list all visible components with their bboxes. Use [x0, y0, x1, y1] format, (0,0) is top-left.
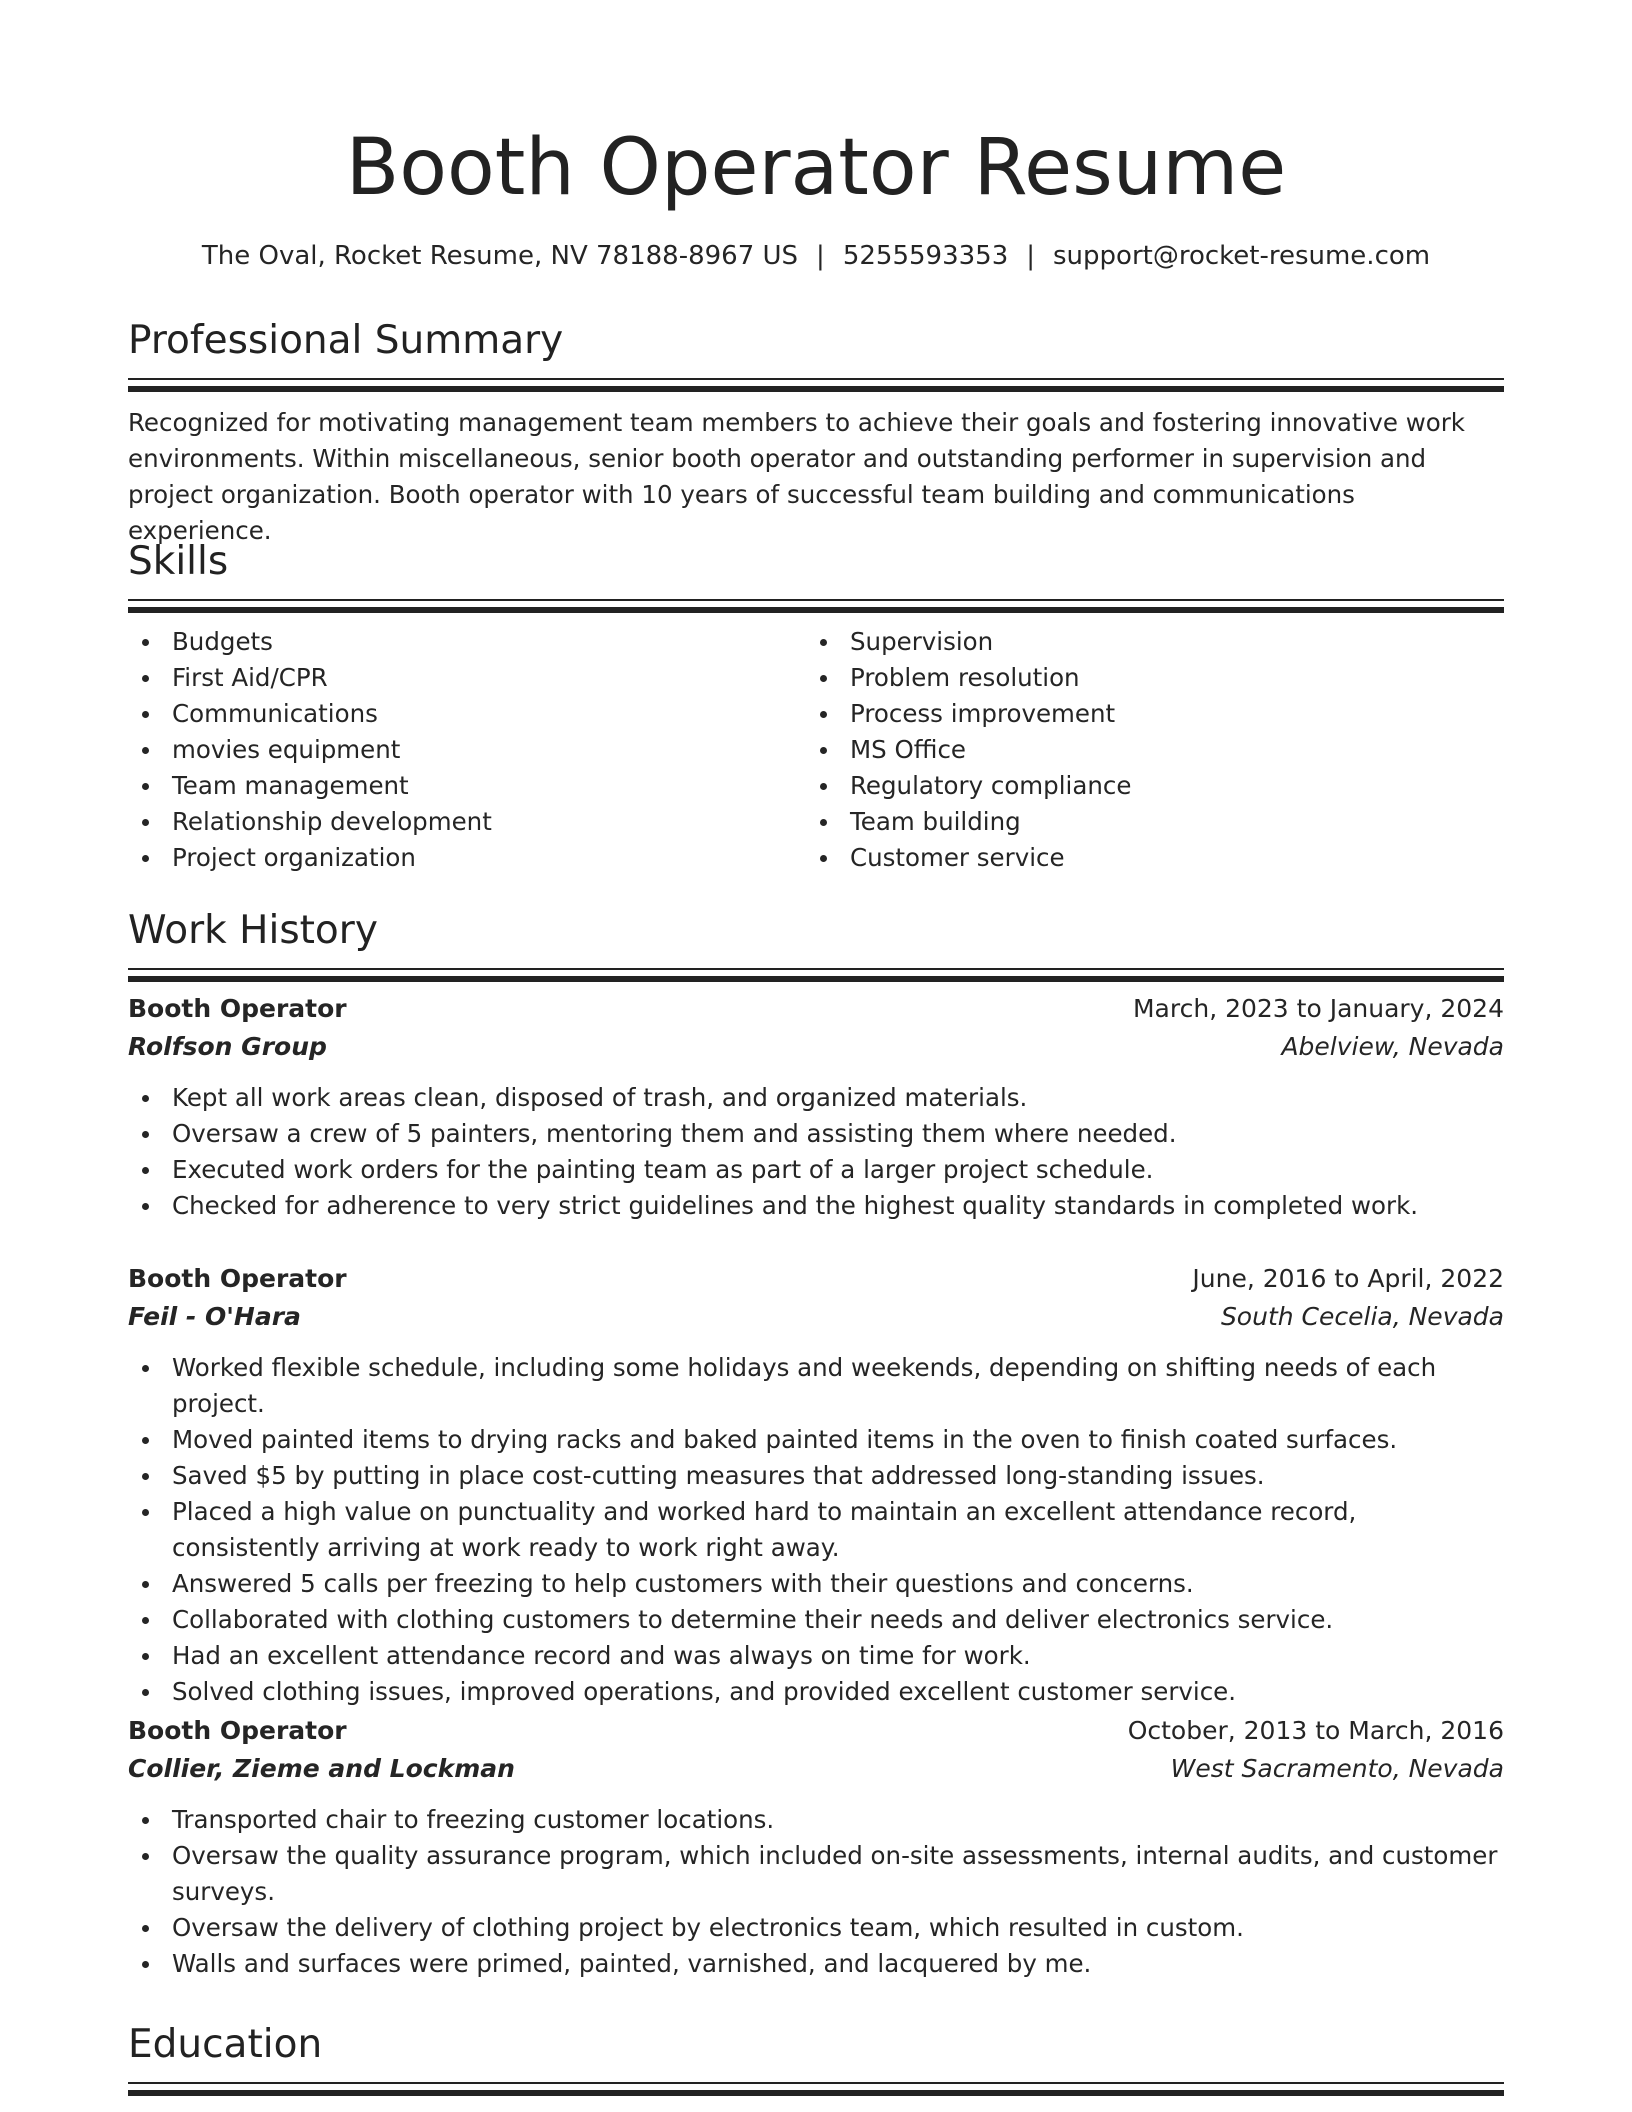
job-location: South Cecelia, Nevada	[1220, 1302, 1504, 1331]
contact-address: The Oval, Rocket Resume, NV 78188-8967 US	[201, 241, 799, 271]
job-company: Rolfson Group	[128, 1032, 327, 1061]
duty-item: Collaborated with clothing customers to determine their needs and deliver electronics service.	[128, 1602, 1504, 1638]
section-divider	[128, 2082, 1504, 2095]
job-header-row	[128, 1260, 1504, 1298]
job-company: Collier, Zieme and Lockman	[128, 1754, 515, 1783]
resume-title: Booth Operator Resume	[345, 123, 1287, 213]
job-duties	[128, 1802, 1504, 1982]
job-header-row	[128, 1712, 1504, 1750]
job-header-row	[128, 990, 1504, 1028]
education-section	[128, 2020, 1504, 2095]
job-company: Feil - O'Hara	[128, 1302, 301, 1331]
job-dates: March, 2023 to January, 2024	[1132, 994, 1504, 1023]
duty-item: Oversaw the delivery of clothing project by electronics team, which resulted in custom.	[128, 1910, 1504, 1946]
job-dates: June, 2016 to April, 2022	[1192, 1264, 1504, 1293]
duty-item: Oversaw a crew of 5 painters, mentoring them and assisting them where needed.	[128, 1116, 1504, 1152]
section-divider	[128, 968, 1504, 981]
job-location: West Sacramento, Nevada	[1170, 1754, 1504, 1783]
skill-item: Team management	[128, 768, 806, 804]
skill-item: Process improvement	[806, 696, 1484, 732]
skill-item: First Aid/CPR	[128, 660, 806, 696]
contact-separator: |	[1026, 241, 1035, 271]
job-company-row	[128, 1750, 1504, 1788]
skill-item: Customer service	[806, 840, 1484, 876]
job-location: Abelview, Nevada	[1281, 1032, 1504, 1061]
skill-item: Project organization	[128, 840, 806, 876]
duty-item: Answered 5 calls per freezing to help customers with their questions and concerns.	[128, 1566, 1504, 1602]
skills-heading: Skills	[128, 539, 229, 584]
job-title: Booth Operator	[128, 1264, 347, 1293]
job-title: Booth Operator	[128, 994, 347, 1023]
skill-item: Supervision	[806, 624, 1484, 660]
duty-item: Walls and surfaces were primed, painted, varnished, and lacquered by me.	[128, 1946, 1504, 1982]
skill-item: Communications	[128, 696, 806, 732]
skill-item: Budgets	[128, 624, 806, 660]
duty-item: Had an excellent attendance record and was always on time for work.	[128, 1638, 1504, 1674]
skill-item: Relationship development	[128, 804, 806, 840]
duty-item: Saved $5 by putting in place cost-cutting measures that addressed long-standing issues.	[128, 1458, 1504, 1494]
job-entry	[128, 990, 1504, 1224]
skill-item: Problem resolution	[806, 660, 1484, 696]
skill-item: movies equipment	[128, 732, 806, 768]
summary-heading: Professional Summary	[128, 318, 564, 363]
contact-phone: 5255593353	[842, 241, 1009, 271]
job-entry	[128, 1712, 1504, 1982]
job-duties	[128, 1350, 1504, 1710]
duty-item: Transported chair to freezing customer locations.	[128, 1802, 1504, 1838]
summary-section	[128, 316, 1504, 549]
contact-email: support@rocket-resume.com	[1053, 241, 1431, 271]
duty-item: Checked for adherence to very strict guidelines and the highest quality standards in completed work.	[128, 1188, 1504, 1224]
duty-item: Solved clothing issues, improved operations, and provided excellent customer service.	[128, 1674, 1504, 1710]
duty-item: Oversaw the quality assurance program, which included on-site assessments, internal audits, and customer surveys.	[128, 1838, 1504, 1910]
skill-item: Team building	[806, 804, 1484, 840]
education-heading: Education	[128, 2022, 323, 2067]
skills-right-column	[806, 624, 1484, 876]
section-divider	[128, 599, 1504, 612]
skills-section	[128, 537, 1504, 876]
duty-item: Worked flexible schedule, including some holidays and weekends, depending on shifting needs of each project.	[128, 1350, 1504, 1422]
duty-item: Placed a high value on punctuality and worked hard to maintain an excellent attendance record, consistently arriving at work ready to work right away.	[128, 1494, 1504, 1566]
summary-text: Recognized for motivating management team members to achieve their goals and fostering innovative work environments. Within miscellaneous, senior booth operator and outstanding performer in supervision and project organization. Booth operator with 10 years of successful team building and communications experience.	[128, 408, 1465, 545]
duty-item: Kept all work areas clean, disposed of trash, and organized materials.	[128, 1080, 1504, 1116]
job-duties	[128, 1080, 1504, 1224]
job-title: Booth Operator	[128, 1716, 347, 1745]
skills-columns	[128, 624, 1504, 876]
work-history-heading: Work History	[128, 908, 378, 953]
job-company-row	[128, 1298, 1504, 1336]
skill-item: MS Office	[806, 732, 1484, 768]
work-history-section	[128, 906, 1504, 981]
duty-item: Moved painted items to drying racks and baked painted items in the oven to finish coated surfaces.	[128, 1422, 1504, 1458]
contact-line	[128, 236, 1504, 276]
job-entry	[128, 1260, 1504, 1710]
contact-separator: |	[816, 241, 825, 271]
job-dates: October, 2013 to March, 2016	[1127, 1716, 1504, 1745]
job-company-row	[128, 1028, 1504, 1066]
duty-item: Executed work orders for the painting team as part of a larger project schedule.	[128, 1152, 1504, 1188]
section-divider	[128, 378, 1504, 391]
skill-item: Regulatory compliance	[806, 768, 1484, 804]
skills-left-column	[128, 624, 806, 876]
